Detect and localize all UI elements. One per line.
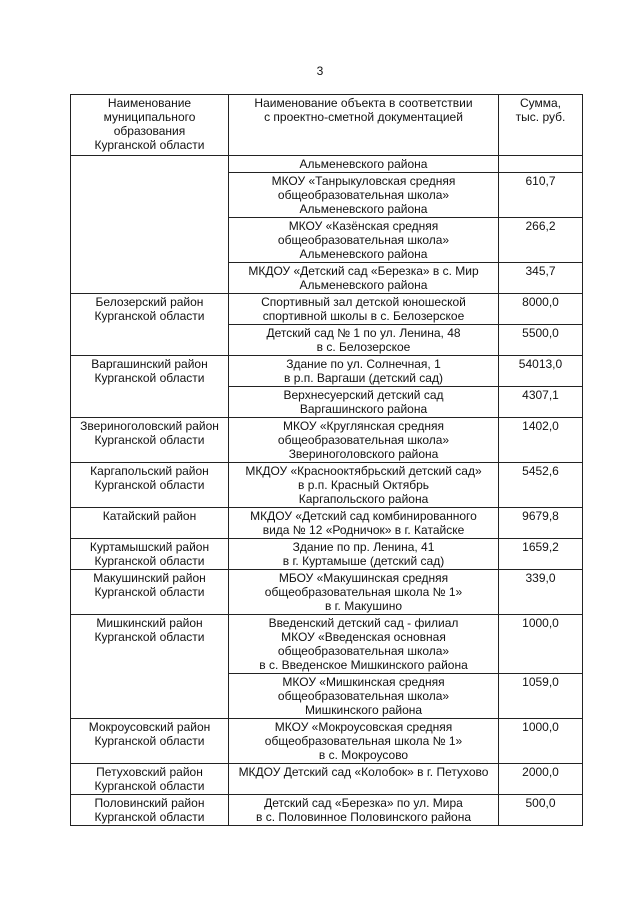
funding-table xyxy=(70,94,583,826)
sum-cell: 54013,0 xyxy=(499,356,583,387)
sum-cell: 500,0 xyxy=(499,795,583,826)
table-row xyxy=(71,570,583,615)
municipality-cell: Мокроусовский район Курганской области xyxy=(71,719,229,764)
table-row xyxy=(71,719,583,764)
object-cell: Детский сад № 1 по ул. Ленина, 48 в с. Белозерское xyxy=(229,325,499,356)
object-cell: МБОУ «Макушинская средняя общеобразовательная школа № 1» в г. Макушино xyxy=(229,570,499,615)
municipality-cell xyxy=(71,156,229,294)
sum-cell: 5500,0 xyxy=(499,325,583,356)
sum-cell: 8000,0 xyxy=(499,294,583,325)
header-sum: Сумма, тыс. руб. xyxy=(499,95,583,156)
sum-cell: 1000,0 xyxy=(499,615,583,674)
table-row xyxy=(71,539,583,570)
municipality-cell: Звериноголовский район Курганской области xyxy=(71,418,229,463)
table-row xyxy=(71,615,583,674)
sum-cell: 345,7 xyxy=(499,263,583,294)
object-cell: МКДОУ Детский сад «Колобок» в г. Петухово xyxy=(229,764,499,795)
sum-cell: 339,0 xyxy=(499,570,583,615)
sum-cell: 5452,6 xyxy=(499,463,583,508)
object-cell: МКДОУ «Детский сад комбинированного вида № 12 «Родничок» в г. Катайске xyxy=(229,508,499,539)
sum-cell: 1402,0 xyxy=(499,418,583,463)
sum-cell: 266,2 xyxy=(499,218,583,263)
header-municipality: Наименование муниципального образования Курганской области xyxy=(71,95,229,156)
table-row xyxy=(71,156,583,173)
municipality-cell: Петуховский район Курганской области xyxy=(71,764,229,795)
sum-cell: 4307,1 xyxy=(499,387,583,418)
object-cell: Здание по пр. Ленина, 41 в г. Куртамыше (детский сад) xyxy=(229,539,499,570)
table-row xyxy=(71,463,583,508)
sum-cell: 9679,8 xyxy=(499,508,583,539)
object-cell: МКДОУ «Детский сад «Березка» в с. Мир Альменевского района xyxy=(229,263,499,294)
object-cell: МКОУ «Круглянская средняя общеобразовательная школа» Звериноголовского района xyxy=(229,418,499,463)
sum-cell xyxy=(499,156,583,173)
sum-cell: 1059,0 xyxy=(499,674,583,719)
page-number: 3 xyxy=(316,64,324,78)
object-cell: Здание по ул. Солнечная, 1 в р.п. Варгаши (детский сад) xyxy=(229,356,499,387)
object-cell: МКОУ «Мишкинская средняя общеобразовательная школа» Мишкинского района xyxy=(229,674,499,719)
municipality-cell: Катайский район xyxy=(71,508,229,539)
object-cell: Альменевского района xyxy=(229,156,499,173)
sum-cell: 610,7 xyxy=(499,173,583,218)
table-row xyxy=(71,764,583,795)
municipality-cell: Макушинский район Курганской области xyxy=(71,570,229,615)
object-cell: Введенский детский сад - филиал МКОУ «Введенская основная общеобразовательная школа» в с. Введенское Мишкинского района xyxy=(229,615,499,674)
table-row xyxy=(71,356,583,387)
municipality-cell: Половинский район Курганской области xyxy=(71,795,229,826)
table-row xyxy=(71,795,583,826)
table-row xyxy=(71,418,583,463)
municipality-cell: Каргапольский район Курганской области xyxy=(71,463,229,508)
object-cell: Детский сад «Березка» по ул. Мира в с. Половинное Половинского района xyxy=(229,795,499,826)
table-row xyxy=(71,508,583,539)
object-cell: Спортивный зал детской юношеской спортивной школы в с. Белозерское xyxy=(229,294,499,325)
sum-cell: 1659,2 xyxy=(499,539,583,570)
municipality-cell: Варгашинский район Курганской области xyxy=(71,356,229,418)
table-header-row xyxy=(71,95,583,156)
object-cell: МКОУ «Казёнская средняя общеобразовательная школа» Альменевского района xyxy=(229,218,499,263)
object-cell: МКОУ «Танрыкуловская средняя общеобразовательная школа» Альменевского района xyxy=(229,173,499,218)
header-object: Наименование объекта в соответствии с проектно-сметной документацией xyxy=(229,95,499,156)
sum-cell: 1000,0 xyxy=(499,719,583,764)
object-cell: Верхнесуерский детский сад Варгашинского района xyxy=(229,387,499,418)
table-row xyxy=(71,294,583,325)
municipality-cell: Куртамышский район Курганской области xyxy=(71,539,229,570)
object-cell: МКОУ «Мокроусовская средняя общеобразовательная школа № 1» в с. Мокроусово xyxy=(229,719,499,764)
municipality-cell: Мишкинский район Курганской области xyxy=(71,615,229,719)
sum-cell: 2000,0 xyxy=(499,764,583,795)
municipality-cell: Белозерский район Курганской области xyxy=(71,294,229,356)
object-cell: МКДОУ «Краснооктябрьский детский сад» в р.п. Красный Октябрь Каргапольского района xyxy=(229,463,499,508)
